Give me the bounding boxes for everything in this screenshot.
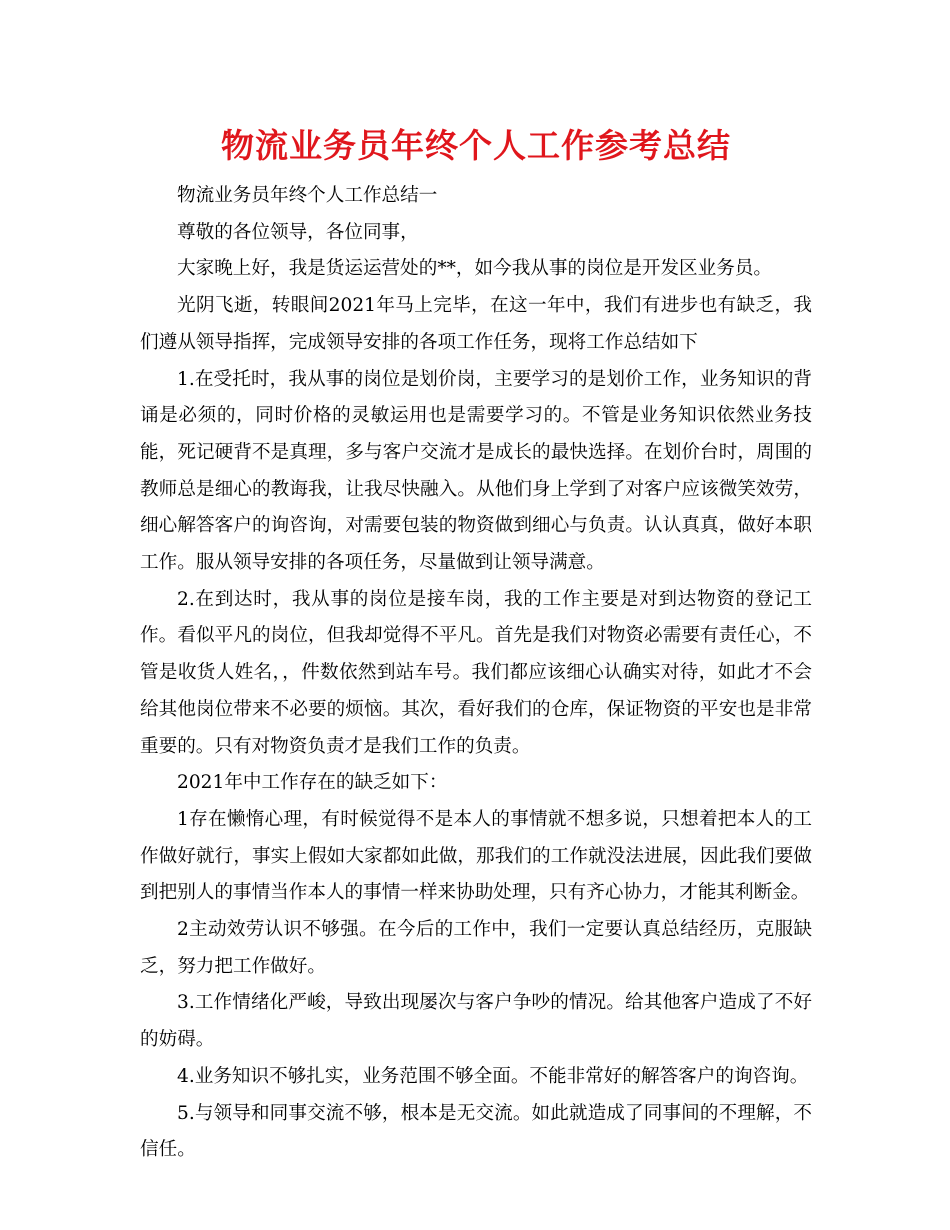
paragraph-shortcoming-2: 2主动效劳认识不够强。在今后的工作中，我们一定要认真总结经历，克服缺乏，努力把工作做好。 <box>140 919 812 977</box>
document-page <box>140 118 812 1169</box>
paragraph-item-1: 1.在受托时，我从事的岗位是划价岗，主要学习的是划价工作，业务知识的背诵是必须的，同时价格的灵敏运用也是需要学习的。不管是业务知识依然业务技能，死记硬背不是真理，多与客户交流才是成长的最快选择。在划价台时，周围的教师总是细心的教诲我，让我尽快融入。从他们身上学到了对客户应该微笑效劳，细心解答客户的询咨询，对需要包装的物资做到细心与负责。认认真真，做好本职工作。服从领导安排的各项任务，尽量做到让领导满意。 <box>140 368 812 574</box>
paragraph-overview: 光阴飞逝，转眼间2021年马上完毕，在这一年中，我们有进步也有缺乏，我们遵从领导指挥，完成领导安排的各项工作任务，现将工作总结如下 <box>140 295 812 353</box>
paragraph-intro: 大家晚上好，我是货运运营处的**，如今我从事的岗位是开发区业务员。 <box>177 258 773 280</box>
paragraph-shortcoming-4: 4.业务知识不够扎实，业务范围不够全面。不能非常好的解答客户的询咨询。 <box>177 1065 809 1087</box>
paragraph-shortcoming-5: 5.与领导和同事交流不够，根本是无交流。如此就造成了同事间的不理解，不信任。 <box>140 1102 812 1161</box>
paragraph-shortcomings-heading: 2021年中工作存在的缺乏如下： <box>177 772 448 794</box>
paragraph-greeting: 尊敬的各位领导，各位同事， <box>177 221 419 243</box>
document-title: 物流业务员年终个人工作参考总结 <box>221 126 731 165</box>
paragraph-shortcoming-1: 1存在懒惰心理，有时候觉得不是本人的事情就不想多说，只想着把本人的工作做好就行，事实上假如大家都如此做，那我们的工作就没法进展，因此我们要做到把别人的事情当作本人的事情一样来协助处理，只有齐心协力，才能其利断金。 <box>140 808 812 904</box>
paragraph-shortcoming-3: 3.工作情绪化严峻，导致出现屡次与客户争吵的情况。给其他客户造成了不好的妨碍。 <box>140 992 812 1051</box>
paragraph-item-2: 2.在到达时，我从事的岗位是接车岗，我的工作主要是对到达物资的登记工作。看似平凡的岗位，但我却觉得不平凡。首先是我们对物资必需要有责任心，不管是收货人姓名，，件数依然到站车号。我们都应该细心认确实对待，如此才不会给其他岗位带来不必要的烦恼。其次，看好我们的仓库，保证物资的平安也是非常重要的。只有对物资负责才是我们工作的负责。 <box>140 588 812 757</box>
paragraph-section-heading: 物流业务员年终个人工作总结一 <box>177 185 438 206</box>
